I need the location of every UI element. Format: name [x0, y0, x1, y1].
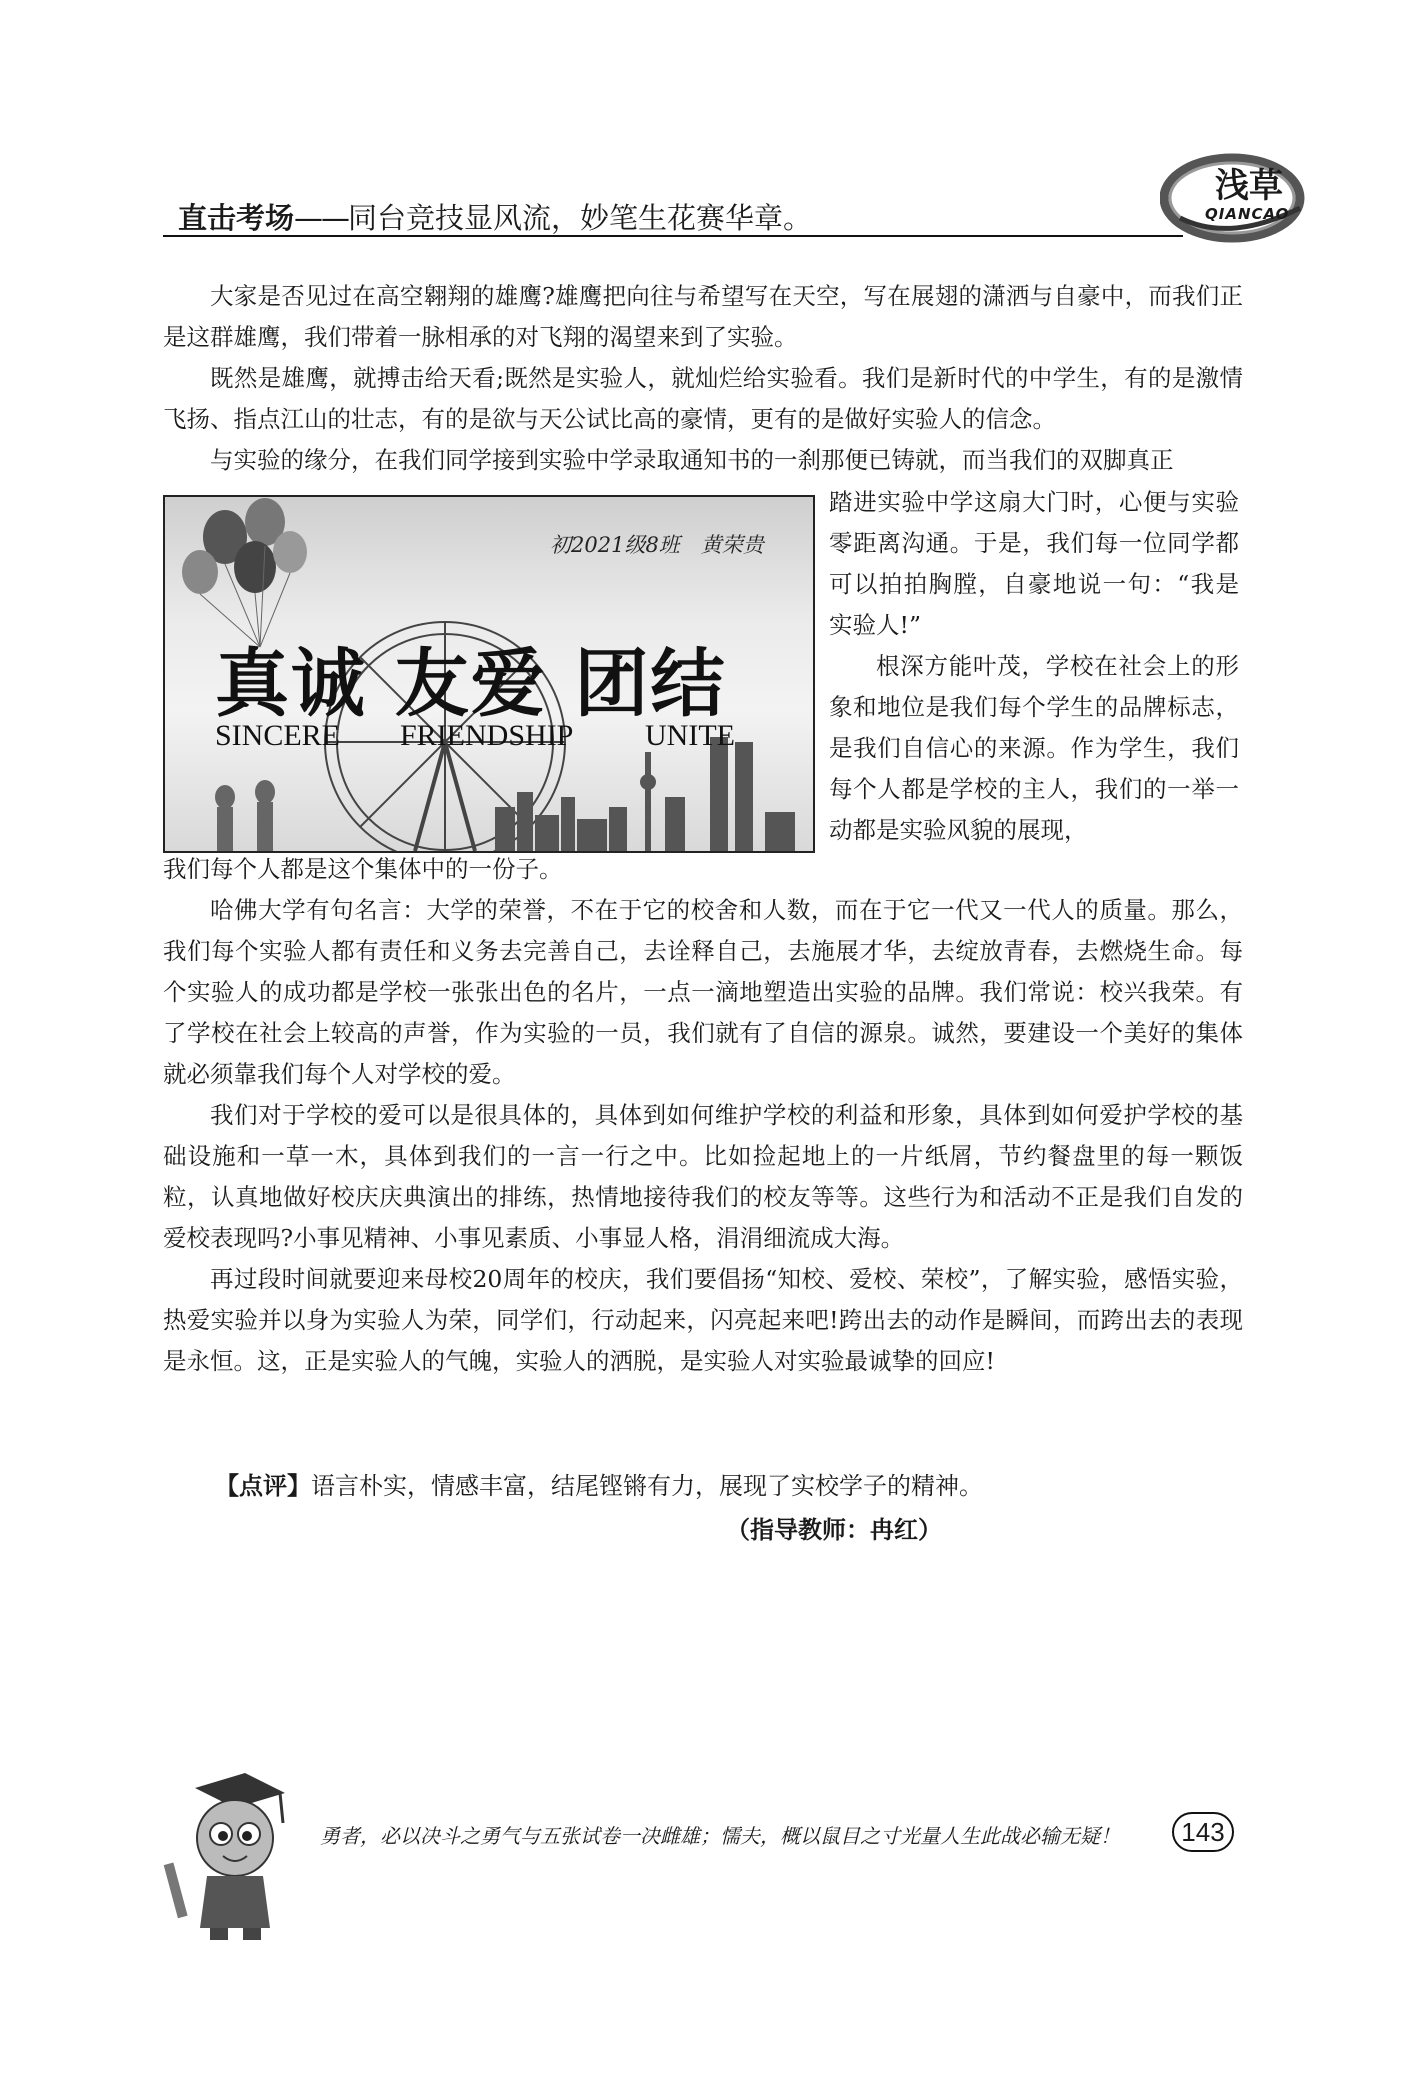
paragraph-1: 大家是否见过在高空翱翔的雄鹰?雄鹰把向往与希望写在天空，写在展翅的潇洒与自豪中，而我们正是这群雄鹰，我们带着一脉相承的对飞翔的渴望来到了实验。: [163, 282, 1243, 351]
instructor-credit: （指导教师：冉红）: [726, 1516, 942, 1544]
paragraph-4-end: 我们每个人都是这个集体中的一份子。: [163, 855, 563, 883]
logo-subtitle: QIANCAO: [1205, 205, 1290, 223]
paragraph-3-wrap: 踏进实验中学这扇大门时，心便与实验零距离沟通。于是，我们每一位同学都可以拍拍胸膛，自豪地说一句：“我是实验人!”: [829, 488, 1239, 639]
photo-title: 真诚 友爱 团结: [215, 641, 727, 727]
header-title: 直击考场: [178, 201, 295, 235]
header-subtitle: 同台竞技显风流，妙笔生花赛华章。: [348, 201, 813, 235]
runners-icon: [215, 780, 275, 851]
photo-en-word-2: FRIENDSHIP: [400, 719, 574, 752]
running-header: [178, 196, 812, 237]
photo-author: 初2021级8班 黄荣贵: [550, 533, 764, 557]
page-number: 143: [1172, 1812, 1234, 1852]
photo-en-word-1: SINCERE: [215, 719, 341, 752]
header-separator: ——: [294, 201, 349, 235]
paragraph-6: 我们对于学校的爱可以是很具体的，具体到如何维护学校的利益和形象，具体到如何爱护学校的基础设施和一草一木，具体到我们的一言一行之中。比如捡起地上的一片纸屑，节约餐盘里的每一颗饭粒，认真地做好校庆庆典演出的排练，热情地接待我们的校友等等。这些行为和活动不正是我们自发的爱校表现吗?小事见精神、小事见素质、小事显人格，涓涓细流成大海。: [163, 1101, 1243, 1252]
photo-en-word-3: UNITE: [645, 719, 735, 752]
paragraph-4: 根深方能叶茂，学校在社会上的形象和地位是我们每个学生的品牌标志，是我们自信心的来源。作为学生，我们每个人都是学校的主人，我们的一举一动都是实验风貌的展现，: [829, 652, 1239, 844]
review-comment: [215, 1466, 983, 1501]
review-text: 语言朴实，情感丰富，结尾铿锵有力，展现了实校学子的精神。: [311, 1472, 983, 1500]
paragraph-3: 与实验的缘分，在我们同学接到实验中学录取通知书的一刹那便已铸就，而当我们的双脚真正: [210, 446, 1174, 474]
paragraph-2: 既然是雄鹰，就搏击给天看;既然是实验人，就灿烂给实验看。我们是新时代的中学生，有的是激情飞扬、指点江山的壮志，有的是欲与天公试比高的豪情，更有的是做好实验人的信念。: [163, 364, 1243, 433]
footer-motto: 勇者，必以决斗之勇气与五张试卷一决雌雄；懦夫，概以鼠目之寸光量人生此战必输无疑！: [320, 1824, 1120, 1848]
paragraph-5: 哈佛大学有句名言：大学的荣誉，不在于它的校舍和人数，而在于它一代又一代人的质量。那么，我们每个实验人都有责任和义务去完善自己，去诠释自己，去施展才华，去绽放青春，去燃烧生命。每个实验人的成功都是学校一张张出色的名片，一点一滴地塑造出实验的品牌。我们常说：校兴我荣。有了学校在社会上较高的声誉，作为实验的一员，我们就有了自信的源泉。诚然，要建设一个美好的集体就必须靠我们每个人对学校的爱。: [163, 896, 1243, 1088]
logo-title: 浅草: [1215, 166, 1283, 206]
paragraph-7: 再过段时间就要迎来母校20周年的校庆，我们要倡扬“知校、爱校、荣校”，了解实验，感悟实验，热爱实验并以身为实验人为荣，同学们，行动起来，闪亮起来吧!跨出去的动作是瞬间，而跨出去的表现是永恒。这，正是实验人的气魄，实验人的洒脱，是实验人对实验最诚挚的回应!: [163, 1265, 1243, 1375]
review-tag: 【点评】: [215, 1472, 311, 1500]
mascot-graduate-icon: [155, 1768, 295, 1943]
article-photo: [163, 495, 815, 853]
